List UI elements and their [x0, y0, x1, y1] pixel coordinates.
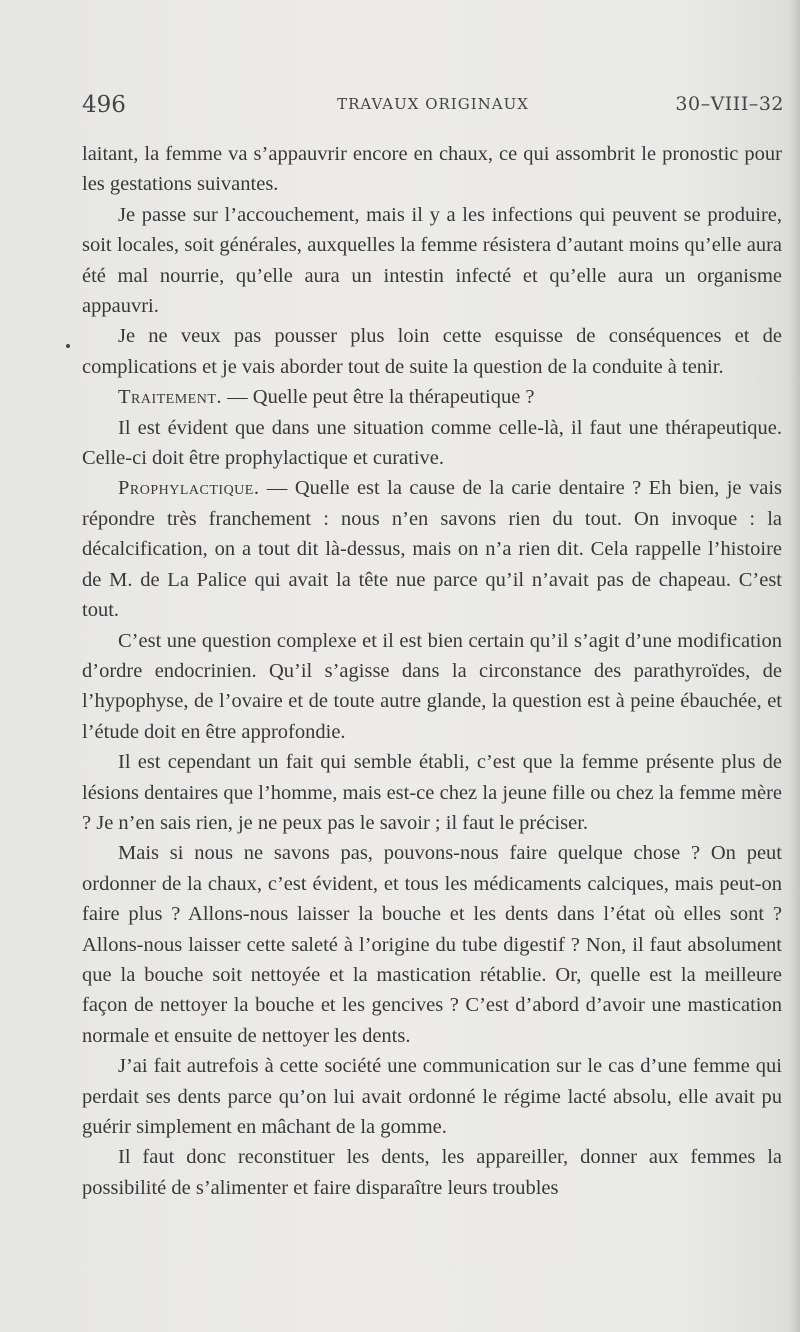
paragraph: Je ne veux pas pousser plus loin cette esquisse de conséquences et de complications et je vais aborder tout de suite la question de la conduite à tenir.	[82, 325, 782, 378]
section-heading-traitement: Traitement.	[118, 386, 223, 409]
page-number: 496	[82, 92, 126, 118]
paragraph: J’ai fait autrefois à cette société une communication sur le cas d’une femme qui perdait ses dents parce qu’on lui avait ordonné le régime lacté absolu, elle avait pu guérir simplement en mâchant de la gomme.	[82, 1055, 782, 1138]
paragraph: laitant, la femme va s’appauvrir encore en chaux, ce qui assombrit le pronostic pour les gestations suivantes.	[82, 143, 782, 196]
paragraph: Il faut donc reconstituer les dents, les appareiller, donner aux femmes la possibilité de s’alimenter et faire disparaître leurs troubles	[82, 1146, 782, 1199]
header-date: 30–VIII–32	[675, 93, 784, 115]
paragraph: Mais si nous ne savons pas, pouvons-nous faire quelque chose ? On peut ordonner de la chaux, c’est évident, et tous les médicaments calciques, mais peut-on faire plus ? Allons-nous laisser la bouche et les dents dans l’état où elles sont ? Allons-nous laisser cette saleté à l’origine du tube digestif ? Non, il faut absolument que la bouche soit nettoyée et la mastication rétablie. Or, quelle est la meilleure façon de nettoyer la bouche et les gencives ? C’est d’abord d’avoir une mastication normale et ensuite de nettoyer les dents.	[82, 842, 782, 1047]
paragraph: C’est une question complexe et il est bien certain qu’il s’agit d’une modification d’ordre endocrinien. Qu’il s’agisse dans la circonstance des parathyroïdes, de l’hypophyse, de l’ovaire et de toute autre glande, la question est à peine ébauchée, et l’étude doit en être approfondie.	[82, 629, 782, 743]
paragraph: Je passe sur l’accouchement, mais il y a les infections qui peuvent se produire, soit locales, soit générales, auxquelles la femme résistera d’autant moins qu’elle aura été mal nourrie, qu’elle aura un intestin infecté et qu’elle aura un organisme appauvri.	[82, 203, 782, 318]
page-edge-shadow	[788, 0, 800, 1332]
paragraph-traitement: Traitement. — Quelle peut être la thérapeutique ?	[118, 386, 535, 409]
section-heading-prophylactique: Prophylactique.	[118, 477, 260, 500]
margin-dot-mark	[66, 344, 70, 348]
running-title: TRAVAUX ORIGINAUX	[337, 95, 529, 113]
article-body	[82, 139, 782, 1203]
paragraph-prophylactique: Prophylactique. — Quelle est la cause de la carie dentaire ? Eh bien, je vais répondre très franchement : nous n’en savons rien du tout. On invoque : la décalcification, on a tout dit là-dessus, mais on n’a rien dit. Cela rappelle l’histoire de M. de La Palice qui avait la tête nue parce qu’il n’avait pas de chapeau. C’est tout.	[82, 477, 782, 622]
paragraph: Il est cependant un fait qui semble établi, c’est que la femme présente plus de lésions dentaires que l’homme, mais est-ce chez la jeune fille ou chez la femme mère ? Je n’en sais rien, je ne peux pas le savoir ; il faut le préciser.	[82, 751, 782, 834]
paragraph: Il est évident que dans une situation comme celle-là, il faut une thérapeutique. Celle-ci doit être prophylactique et curative.	[82, 416, 782, 470]
running-header	[82, 92, 784, 120]
